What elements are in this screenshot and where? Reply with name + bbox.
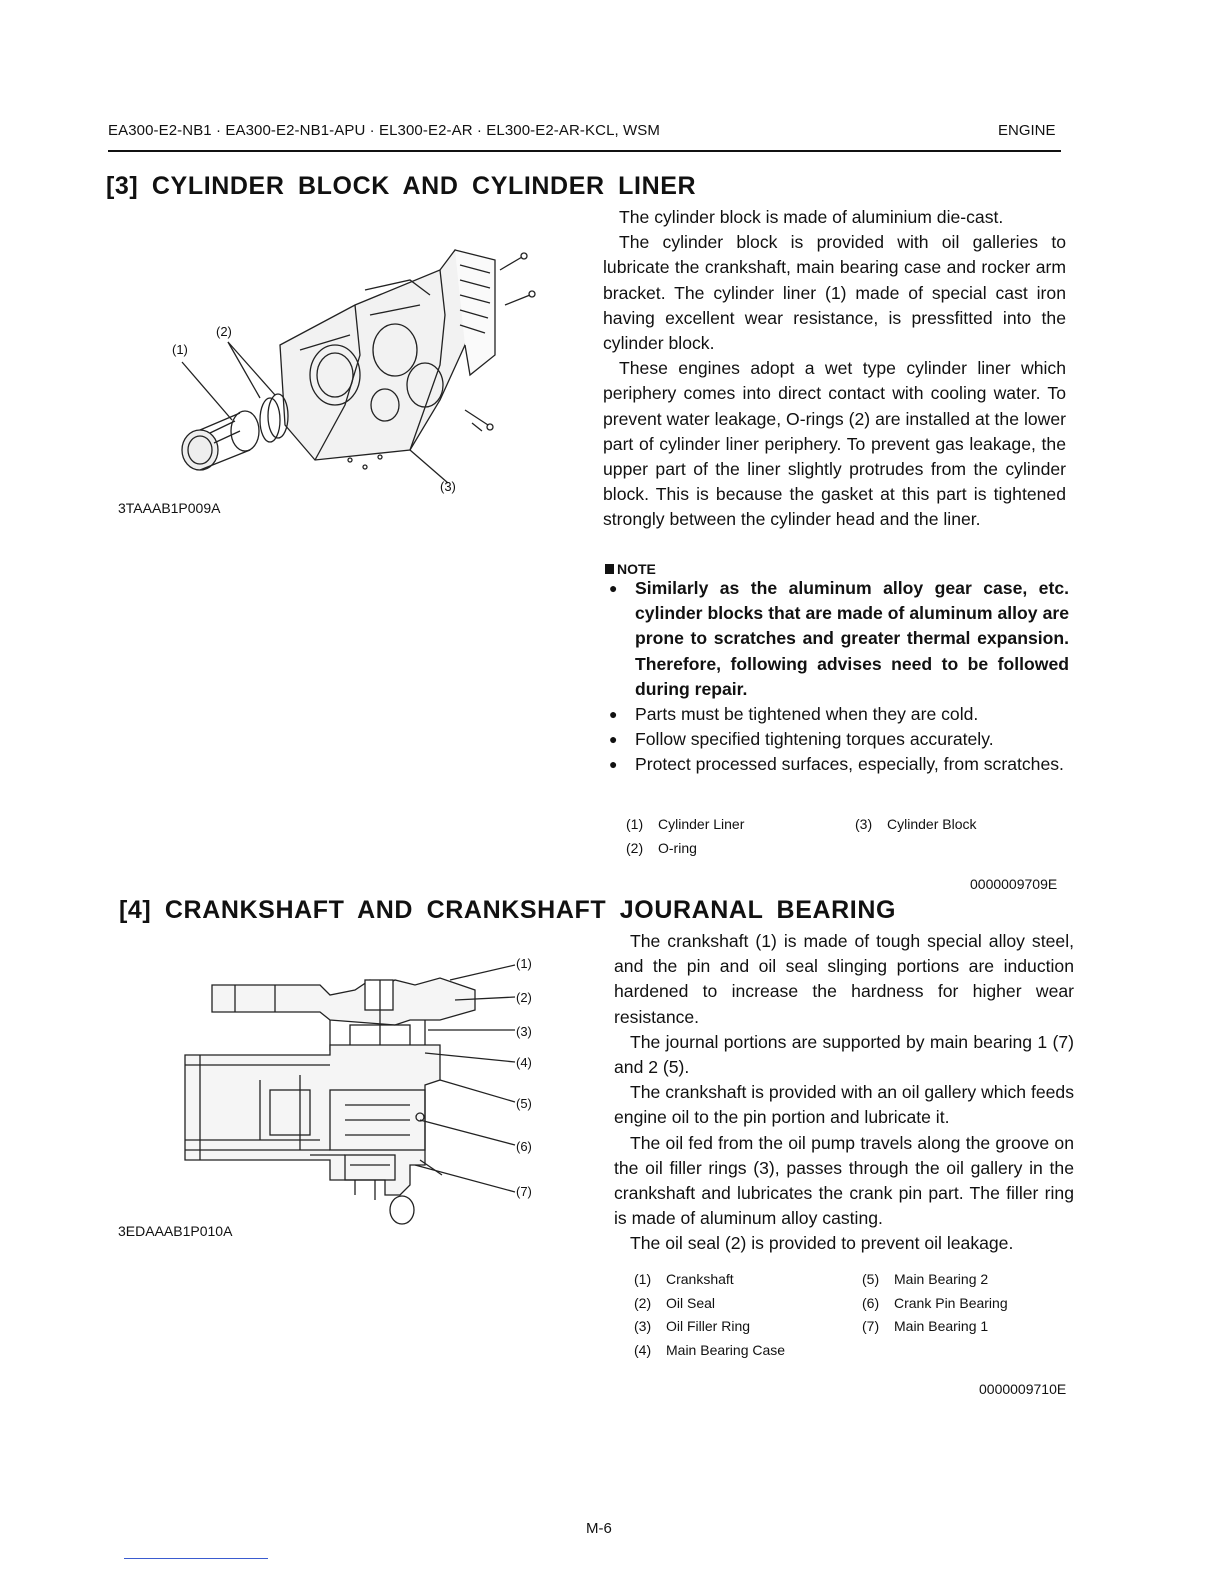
callout-4: (4) [516,1055,532,1070]
callout-2: (2) [216,324,232,339]
header-models: EA300-E2-NB1 · EA300-E2-NB1-APU · EL300-E2-AR · EL300-E2-AR-KCL, WSM [108,122,660,139]
note-square-icon [605,564,614,574]
paragraph: These engines adopt a wet type cylinder liner which periphery comes into direct contact with cooling water. To prevent water leakage, O-rings (2) are installed at the lower part of cylinder liner periphery. To prevent gas leakage, the upper part of the liner slightly protrudes from the cylinder block. This is because the gasket at this part is tightened strongly between the cylinder head and the liner. [603,358,1066,530]
cylinder-block-illustration [110,235,590,500]
section-4-body [614,929,1074,1257]
legend-left [626,813,744,860]
legend-right [855,813,976,837]
section-4-title: [4] CRANKSHAFT AND CRANKSHAFT JOURANAL BEARING [119,896,897,924]
header-section: ENGINE [998,122,1056,139]
paragraph: The oil seal (2) is provided to prevent oil leakage. [630,1233,1014,1254]
paragraph: The cylinder block is provided with oil galleries to lubricate the crankshaft, main bearing case and rocker arm bracket. The cylinder liner (1) made of special cast iron having excellent wear resistance, is pressfitted into the cylinder block. [603,232,1066,354]
paragraph: The crankshaft (1) is made of tough special alloy steel, and the pin and oil seal slinging portions are induction hardened to increase the hardness for higher wear resistance. [614,931,1074,1027]
paragraph: The oil fed from the oil pump travels along the groove on the oil filler rings (3), passes through the oil gallery in the crankshaft and lubricates the crank pin part. The filler ring is made of aluminum alloy casting. [614,1132,1074,1229]
callout-1: (1) [172,342,188,357]
bullet-icon: ● [609,756,618,773]
section-3-title: [3] CYLINDER BLOCK AND CYLINDER LINER [106,172,697,200]
note-bullet: ● Similarly as the aluminum alloy gear case, etc. cylinder blocks that are made of aluminum alloy are prone to scratches and greater thermal expansion. Therefore, following advises need to be followed during repair. [609,576,1069,702]
note-bullet: ● Parts must be tightened when they are cold. [609,702,1069,727]
legend-item: (5) Main Bearing 2 [862,1271,989,1287]
legend-item: (2) Oil Seal [634,1294,716,1311]
cylinder-block-figure [110,235,590,500]
callout-6: (6) [516,1139,532,1154]
callout-1: (1) [516,956,532,971]
note-bullet: ● Protect processed surfaces, especially, from scratches. [609,752,1069,777]
legend-item: (7) Main Bearing 1 [862,1318,989,1334]
legend-item: (1) Cylinder Liner [626,816,745,832]
footer-rule [124,1558,268,1559]
document-code: 0000009710E [979,1381,1067,1397]
note-list [609,576,1069,778]
legend-item: (3) Oil Filler Ring [634,1318,751,1334]
legend-item: (3) Cylinder Block [855,816,977,832]
note-bullet: ● Follow specified tightening torques accurately. [609,727,1069,752]
figure-id: 3TAAAB1P009A [118,500,221,516]
note-label: NOTE [605,561,656,577]
legend-item: (1) Crankshaft [634,1271,734,1287]
paragraph: The cylinder block is made of aluminium die-cast. [619,207,1004,227]
callout-5: (5) [516,1096,532,1111]
figure-id: 3EDAAAB1P010A [118,1223,233,1239]
callout-2: (2) [516,990,532,1005]
section-3-body [603,205,1066,533]
legend-right [862,1268,1008,1339]
bullet-icon: ● [609,706,618,723]
paragraph: The journal portions are supported by main bearing 1 (7) and 2 (5). [614,1031,1074,1078]
document-code: 0000009709E [970,876,1058,892]
page-number: M-6 [586,1520,612,1537]
callout-7: (7) [516,1184,532,1199]
crankshaft-illustration [180,950,550,1230]
callout-3: (3) [516,1024,532,1039]
bullet-icon: ● [609,731,618,748]
header-divider [108,150,1061,152]
legend-item: (2) O-ring [626,839,697,856]
bullet-icon: ● [609,580,618,596]
paragraph: The crankshaft is provided with an oil gallery which feeds engine oil to the pin portion and lubricate it. [614,1082,1074,1128]
legend-left [634,1268,785,1362]
callout-3: (3) [440,479,456,494]
crankshaft-figure [180,950,550,1230]
legend-item: (6) Crank Pin Bearing [862,1294,1008,1311]
legend-item: (4) Main Bearing Case [634,1341,786,1358]
